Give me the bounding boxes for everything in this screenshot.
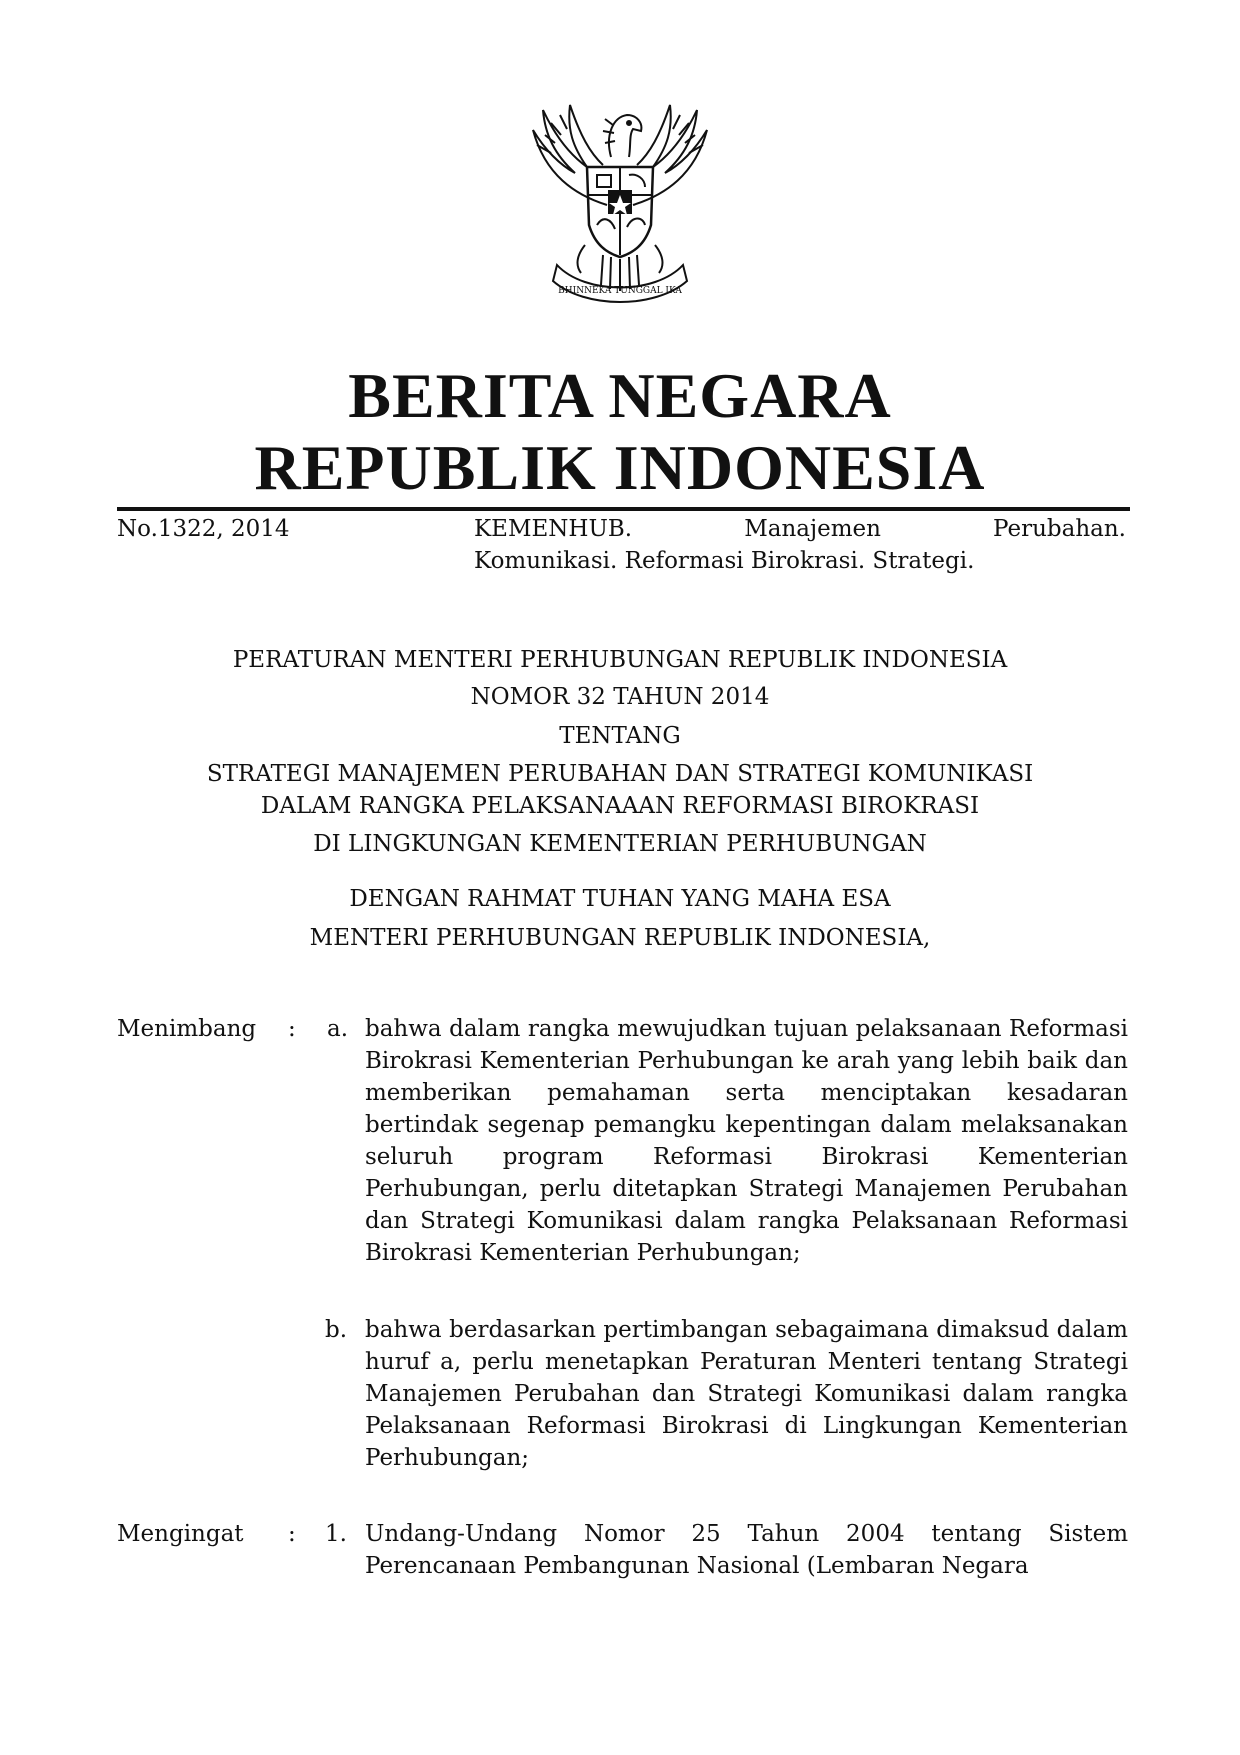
- menimbang-a-marker: a.: [327, 1016, 349, 1042]
- garuda-emblem-icon: [515, 95, 725, 310]
- mengingat-1-marker: 1.: [325, 1521, 347, 1547]
- regulation-subject-line-3: DI LINGKUNGAN KEMENTERIAN PERHUBUNGAN: [313, 831, 927, 857]
- emblem-motto: BHINNEKA TUNGGAL IKA: [558, 286, 682, 296]
- mengingat-label: Mengingat: [117, 1521, 244, 1547]
- menimbang-label: Menimbang: [117, 1016, 257, 1042]
- masthead-line-1: BERITA NEGARA: [348, 360, 892, 431]
- regulation-subject-line-1: STRATEGI MANAJEMEN PERUBAHAN DAN STRATEGI KOMUNIKASI: [206, 761, 1034, 787]
- regulation-subject-line-2: DALAM RANGKA PELAKSANAAAN REFORMASI BIROKRASI: [260, 793, 980, 819]
- gazette-subject-line-1: [474, 513, 1126, 545]
- regulation-tentang: TENTANG: [559, 723, 681, 749]
- gazette-number: No.1322, 2014: [117, 516, 290, 542]
- subject-word-3: Perubahan.: [993, 516, 1126, 542]
- masthead-line-2: REPUBLIK INDONESIA: [254, 432, 986, 503]
- subject-word-2: Manajemen: [744, 516, 881, 542]
- gazette-subject-line-2: Komunikasi. Reformasi Birokrasi. Strategi.: [474, 548, 975, 574]
- subject-word-1: KEMENHUB.: [474, 516, 633, 542]
- menimbang-b-text: bahwa berdasarkan pertimbangan sebagaimana dimaksud dalam huruf a, perlu menetapkan Peraturan Menteri tentang Strategi Manajemen Perubahan dan Strategi Komunikasi dalam rangka Pelaksanaan Reformasi Birokrasi di Lingkungan Kementerian Perhubungan;: [365, 1317, 1128, 1471]
- mengingat-1-text: Undang-Undang Nomor 25 Tahun 2004 tentang Sistem Perencanaan Pembangunan Nasional (Lembaran Negara: [365, 1521, 1128, 1579]
- menimbang-a-text: bahwa dalam rangka mewujudkan tujuan pelaksanaan Reformasi Birokrasi Kementerian Perhubungan ke arah yang lebih baik dan memberikan pemahaman serta menciptakan kesadaran bertindak segenap pemangku kepentingan dalam melaksanakan seluruh program Reformasi Birokrasi Kementerian Perhubungan, perlu ditetapkan Strategi Manajemen Perubahan dan Strategi Komunikasi dalam rangka Pelaksanaan Reformasi Birokrasi Kementerian Perhubungan;: [365, 1016, 1128, 1266]
- issuer: MENTERI PERHUBUNGAN REPUBLIK INDONESIA,: [309, 925, 931, 951]
- menimbang-b-marker: b.: [325, 1317, 348, 1343]
- masthead-divider: [117, 507, 1130, 511]
- invocation: DENGAN RAHMAT TUHAN YANG MAHA ESA: [349, 886, 891, 912]
- menimbang-colon: :: [288, 1016, 296, 1042]
- regulation-title: PERATURAN MENTERI PERHUBUNGAN REPUBLIK INDONESIA: [232, 647, 1008, 673]
- mengingat-colon: :: [288, 1521, 296, 1547]
- regulation-number: NOMOR 32 TAHUN 2014: [470, 684, 770, 710]
